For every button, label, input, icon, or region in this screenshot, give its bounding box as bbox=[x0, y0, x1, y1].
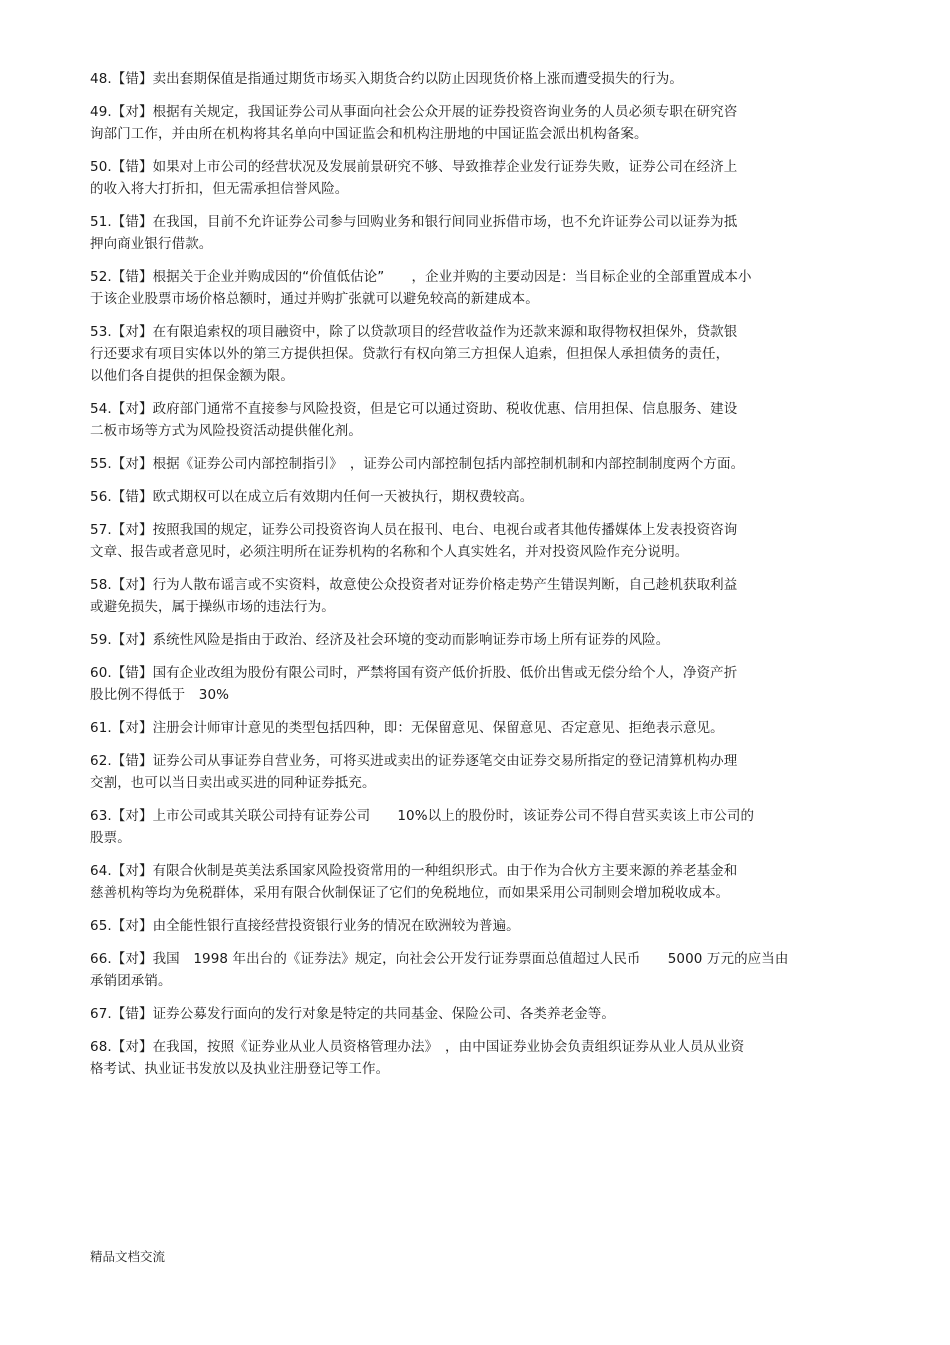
question-text-line: 行还要求有项目实体以外的第三方提供担保。贷款行有权向第三方担保人追索，但担保人承担债务的责任， bbox=[90, 346, 730, 362]
question-text-line: 押向商业银行借款。 bbox=[90, 236, 213, 252]
question-item bbox=[90, 574, 880, 618]
question-item bbox=[90, 519, 880, 563]
question-text-line: 52.【错】根据关于企业并购成因的“价值低估论” ，企业并购的主要动因是：当目标企业的全部重置成本小 bbox=[90, 269, 752, 285]
question-text-line: 57.【对】按照我国的规定，证券公司投资咨询人员在报刊、电台、电视台或者其他传播媒体上发表投资咨询 bbox=[90, 522, 738, 538]
question-text-line: 61.【对】注册会计师审计意见的类型包括四种，即：无保留意见、保留意见、否定意见、拒绝表示意见。 bbox=[90, 720, 724, 736]
question-text-line: 62.【错】证券公司从事证券自营业务，可将买进或卖出的证券逐笔交由证券交易所指定的登记清算机构办理 bbox=[90, 753, 738, 769]
question-text-line: 慈善机构等均为免税群体，采用有限合伙制保证了它们的免税地位，而如果采用公司制则会增加税收成本。 bbox=[90, 885, 730, 901]
question-item bbox=[90, 629, 880, 651]
question-text-line: 56.【错】欧式期权可以在成立后有效期内任何一天被执行，期权费较高。 bbox=[90, 489, 534, 505]
question-item bbox=[90, 321, 880, 387]
question-text-line: 询部门工作，并由所在机构将其名单向中国证监会和机构注册地的中国证监会派出机构备案。 bbox=[90, 126, 648, 142]
question-text-line: 67.【错】证券公募发行面向的发行对象是特定的共同基金、保险公司、各类养老金等。 bbox=[90, 1006, 615, 1022]
question-text-line: 54.【对】政府部门通常不直接参与风险投资，但是它可以通过资助、税收优惠、信用担保、信息服务、建设 bbox=[90, 401, 738, 417]
question-text-line: 58.【对】行为人散布谣言或不实资料，故意使公众投资者对证券价格走势产生错误判断，自己趁机获取利益 bbox=[90, 577, 738, 593]
question-item bbox=[90, 211, 880, 255]
question-text-line: 59.【对】系统性风险是指由于政治、经济及社会环境的变动而影响证券市场上所有证券的风险。 bbox=[90, 632, 670, 648]
question-text-line: 股票。 bbox=[90, 830, 131, 846]
question-item bbox=[90, 266, 880, 310]
question-text-line: 股比例不得低于 30% bbox=[90, 687, 230, 703]
question-text-line: 53.【对】在有限追索权的项目融资中，除了以贷款项目的经营收益作为还款来源和取得物权担保外，贷款银 bbox=[90, 324, 738, 340]
question-text-line: 文章、报告或者意见时，必须注明所在证券机构的名称和个人真实姓名，并对投资风险作充分说明。 bbox=[90, 544, 689, 560]
question-text-line: 51.【错】在我国，目前不允许证券公司参与回购业务和银行间同业拆借市场，也不允许证券公司以证券为抵 bbox=[90, 214, 738, 230]
question-item bbox=[90, 101, 880, 145]
question-item bbox=[90, 156, 880, 200]
question-text-line: 交割，也可以当日卖出或买进的同种证券抵充。 bbox=[90, 775, 376, 791]
question-item bbox=[90, 915, 880, 937]
question-item bbox=[90, 860, 880, 904]
question-text-line: 55.【对】根据《证券公司内部控制指引》 ，证券公司内部控制包括内部控制机制和内部控制制度两个方面。 bbox=[90, 456, 745, 472]
question-item bbox=[90, 486, 880, 508]
question-text-line: 66.【对】我国 1998 年出台的《证券法》规定，向社会公开发行证券票面总值超过人民币 5000 万元的应当由 bbox=[90, 951, 789, 967]
question-text-line: 60.【错】国有企业改组为股份有限公司时，严禁将国有资产低价折股、低价出售或无偿分给个人，净资产折 bbox=[90, 665, 738, 681]
question-text-line: 或避免损失，属于操纵市场的违法行为。 bbox=[90, 599, 335, 615]
question-item bbox=[90, 717, 880, 739]
question-item bbox=[90, 398, 880, 442]
question-text-line: 格考试、执业证书发放以及执业注册登记等工作。 bbox=[90, 1061, 390, 1077]
footer-text: 精品文档交流 bbox=[90, 1249, 166, 1264]
question-text-line: 承销团承销。 bbox=[90, 973, 172, 989]
question-text-line: 65.【对】由全能性银行直接经营投资银行业务的情况在欧洲较为普遍。 bbox=[90, 918, 520, 934]
question-text-line: 50.【错】如果对上市公司的经营状况及发展前景研究不够、导致推荐企业发行证券失败，证券公司在经济上 bbox=[90, 159, 738, 175]
question-item bbox=[90, 1003, 880, 1025]
question-item bbox=[90, 453, 880, 475]
question-text-line: 于该企业股票市场价格总额时，通过并购扩张就可以避免较高的新建成本。 bbox=[90, 291, 539, 307]
question-text-line: 二板市场等方式为风险投资活动提供催化剂。 bbox=[90, 423, 362, 439]
question-text-line: 49.【对】根据有关规定，我国证券公司从事面向社会公众开展的证券投资咨询业务的人员必须专职在研究咨 bbox=[90, 104, 738, 120]
question-text-line: 64.【对】有限合伙制是英美法系国家风险投资常用的一种组织形式。由于作为合伙方主要来源的养老基金和 bbox=[90, 863, 738, 879]
question-text-line: 68.【对】在我国，按照《证券业从业人员资格管理办法》 ，由中国证券业协会负责组织证券从业人员从业资 bbox=[90, 1039, 745, 1055]
question-text-line: 的收入将大打折扣，但无需承担信誉风险。 bbox=[90, 181, 349, 197]
question-text-line: 63.【对】上市公司或其关联公司持有证券公司 10%以上的股份时，该证券公司不得自营买卖该上市公司的 bbox=[90, 808, 755, 824]
question-item bbox=[90, 68, 880, 90]
question-item bbox=[90, 1036, 880, 1080]
question-text-line: 48.【错】卖出套期保值是指通过期货市场买入期货合约以防止因现货价格上涨而遭受损失的行为。 bbox=[90, 71, 683, 87]
question-item bbox=[90, 948, 880, 992]
question-item bbox=[90, 750, 880, 794]
question-text-line: 以他们各自提供的担保金额为限。 bbox=[90, 368, 294, 384]
question-item bbox=[90, 662, 880, 706]
question-item bbox=[90, 805, 880, 849]
question-list bbox=[90, 68, 880, 1091]
